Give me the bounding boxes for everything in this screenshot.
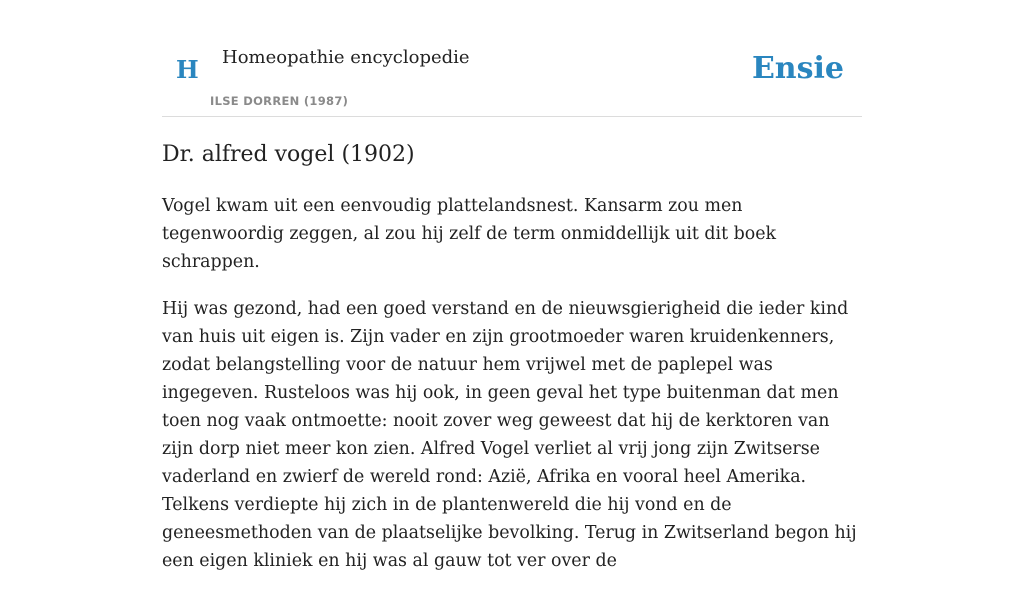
article-paragraph: Vogel kwam uit een eenvoudig plattelandsnest. Kansarm zou men tegenwoordig zeggen, al zou hij zelf de term onmiddellijk uit dit boek schrappen.	[162, 196, 777, 272]
book-author: ILSE DORREN (1987)	[210, 94, 349, 108]
article-body	[162, 192, 862, 594]
book-initial-badge[interactable]: H	[176, 55, 199, 84]
ensie-logo-link[interactable]: Ensie	[751, 51, 844, 86]
article-paragraph: Hij was gezond, had een goed verstand en de nieuwsgierigheid die ieder kind van huis uit eigen is. Zijn vader en zijn grootmoeder waren kruidenkenners, zodat belangstelling voor de natuur hem vrijwel met de paplepel was ingegeven. Rusteloos was hij ook, in geen geval het type buitenman dat men toen nog vaak ontmoette: nooit zover weg geweest dat hij de kerktoren van zijn dorp niet meer kon zien. Alfred Vogel verliet al vrij jong zijn Zwitserse vaderland en zwierf de wereld rond: Azië, Afrika en vooral heel Amerika. Telkens verdiepte hij zich in de plantenwereld die hij vond en de geneesmethoden van de plaatselijke bevolking. Terug in Zwitserland begon hij een eigen kliniek en hij was al gauw tot ver over de	[162, 299, 857, 571]
book-header	[162, 0, 862, 117]
article-title: Dr. alfred vogel (1902)	[162, 142, 415, 167]
book-title-link[interactable]: Homeopathie encyclopedie	[222, 47, 470, 68]
